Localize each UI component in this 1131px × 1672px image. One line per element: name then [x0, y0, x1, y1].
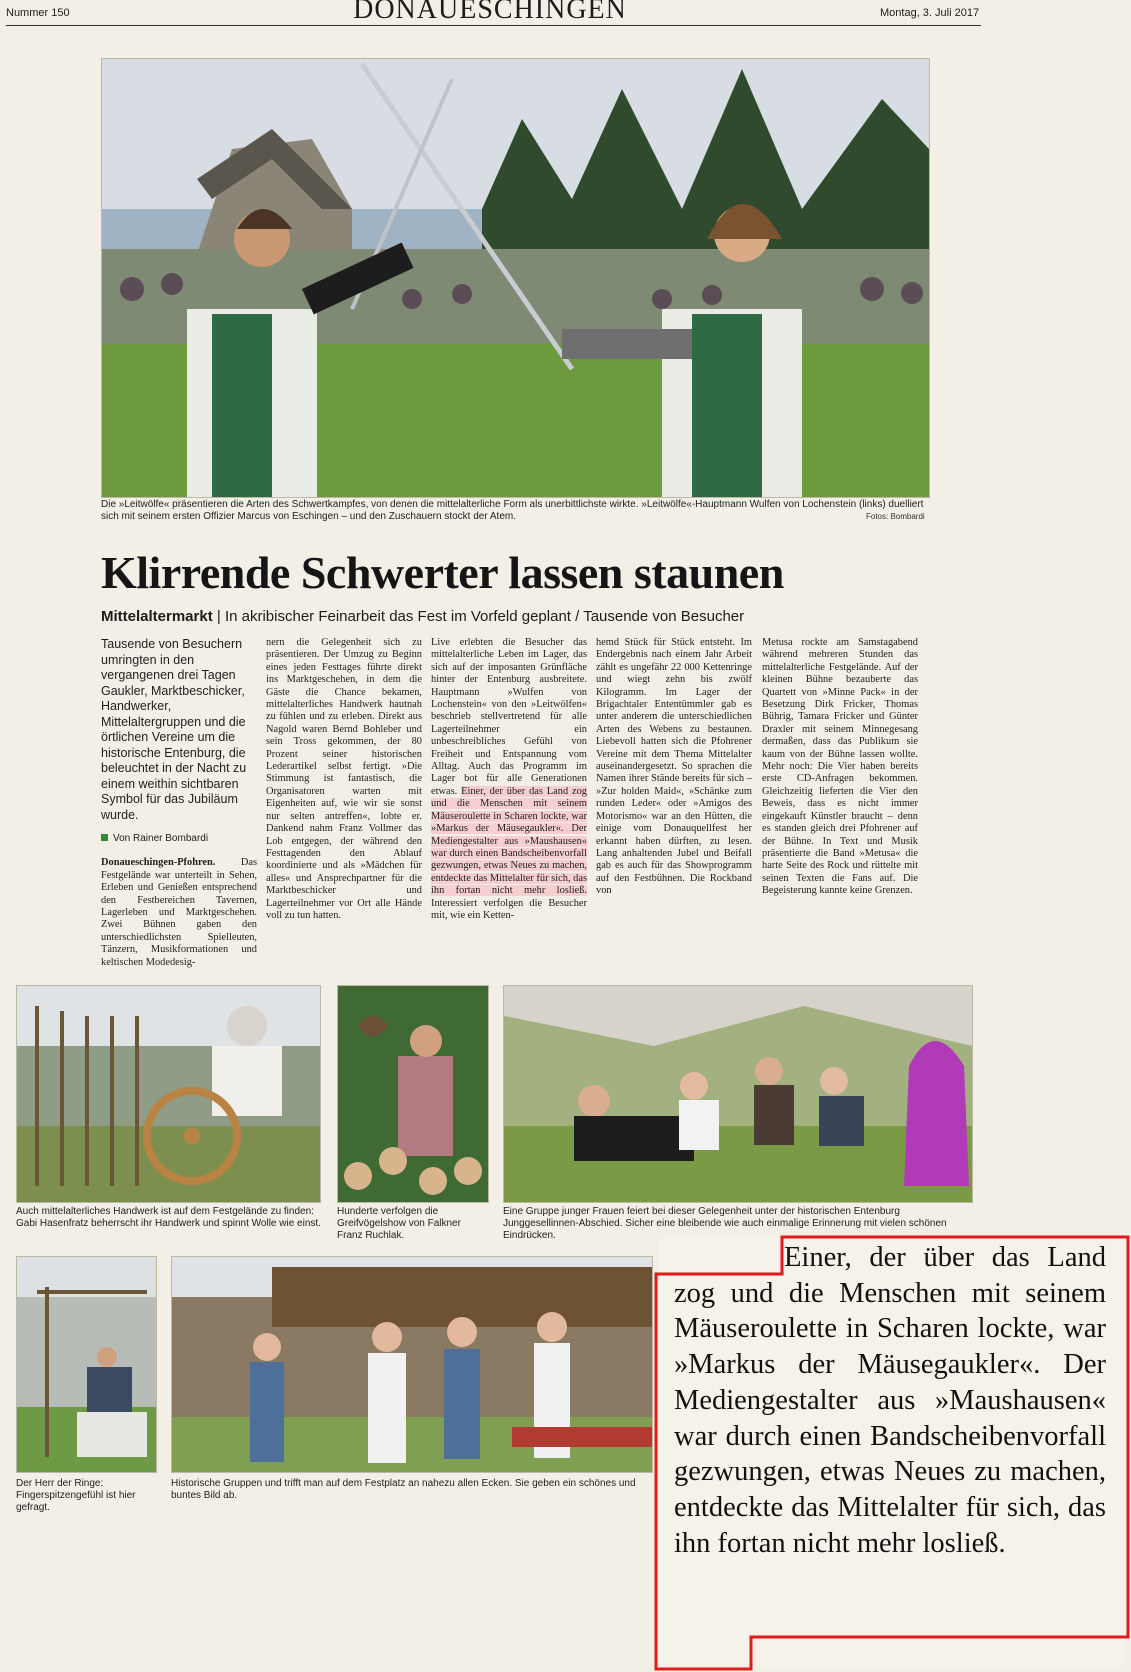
column-3-text-a: Live erlebten die Besucher das mittelalterliche Leben im Lager, das sich auf der imposanten Grünfläche hinter der Entenburg ausbreitete. Hauptmann »Wulfen von Lochenstein« von den »Leitwölfen« beschrieb stellvertretend für alle Lagerteilnehmer ein unbeschreibliches Gefühl von Freiheit und Entspannung vom Alltag. Auch das Programm im Lager bot für alle Generationen etwas.	[431, 637, 587, 797]
column-5-text: Metusa rockte am Samstagabend während mehreren Stunden das mittelalterliche Festgelände. Auf der kleinen Bühne bezauberte das Quartett von »Minne Pack« in der Besetzung Dirk Fricker, Thomas Bührig, Tamara Fricker und Günter Draxler mit seinem Minnegesang dermaßen, dass das Publikum sie kaum von der Bühne lassen wollte. Mehr noch: Die Vier haben bereits erste CD-Anfragen bekommen. Gleichzeitig lieferten die Vier den Beweis, dass es nicht immer eingekauft Künstler braucht – denn es standen gleich drei Pfohrener auf der Bühne. In Text und Musik präsentierte die Band »Metusa« die harte Seite des Rock und rüttelte mit seinen Texten die Fans auf. Die Begeisterung kannte keine Grenzen.	[762, 637, 918, 897]
subhead-separator: |	[216, 608, 225, 625]
caption-ring-riding: Der Herr der Ringe: Fingerspitzengefühl ist hier gefragt.	[16, 1478, 136, 1513]
section-title: DONAUESCHINGEN	[353, 0, 627, 25]
column-2-text: nern die Gelegenheit sich zu präsentieren. Der Umzug zu Beginn eines jeden Festtages führte direkt ins Marktgeschehen, in dem die Gäste die Chance bekamen, mittelalterliches Handwerk hautnah zu fühlen und zu erleben. Direkt aus Nagold waren Bernd Bohleber und sein Tross gekommen, der 80 Prozent seiner historischen Lederartikel selbst fertigt. »Die Stimmung ist fantastisch, die Organisatoren warten mit Eigenheiten auf, wie wir sie sonst nur selten antreffen«, lobte er. Dankend nahm Franz Vollmer das Lob entgegen, der während den Festtagenden den Ablauf koordinierte und als »Mädchen für alles« und Ansprechpartner für die Marktbeschicker und Lagerteilnehmer vor Ort alle Hände voll zu tun hatten.	[266, 637, 422, 921]
main-photo-caption: Die »Leitwölfe« präsentieren die Arten des Schwertkampfes, von denen die mittelalterliche Form als unerbittlichste wirkte. »Leitwölfe«-Hauptmann Wulfen von Lochenstein (links) duelliert sich mit seinem ersten Offizier Marcus von Eschingen – und den Zuschauern stockt der Atem.	[101, 499, 924, 522]
issue-number: Nummer 150	[6, 7, 70, 19]
byline: Von Rainer Bombardi	[101, 833, 257, 845]
caption-spinning-wheel: Auch mittelalterliches Handwerk ist auf dem Festgelände zu finden: Gabi Hasenfratz beherrscht ihr Handwerk und spinnt Wolle wie einst.	[16, 1206, 321, 1229]
caption-young-women: Eine Gruppe junger Frauen feiert bei dieser Gelegenheit unter der historischen Entenburg Junggesellinnen-Abschied. Sicher eine bleibende wie auch einmalige Erinnerung mit vielen schönen Eindrücken.	[503, 1206, 947, 1241]
subline: In akribischer Feinarbeit das Fest im Vorfeld geplant / Tausende von Besucher	[224, 608, 745, 625]
photo-credit: Fotos: Bombardi	[866, 512, 925, 521]
column-4-text: hemd Stück für Stück entsteht. Im Endergebnis nach einem Jahr Arbeit zählt es ungefähr 22 000 Kettenringe und wiegt zehn bis zwölf Kilogramm. Im Lager der Brigachtaler Ententümmler gab es unter anderem die unterschiedlichen Arten des Webens zu bestaunen. Liebevoll hatten sich die Pfohrener Vereine mit dem Thema Mittelalter auseinandergesetzt. So sprachen die Namen ihrer Stände bereits für sich – »Zur holden Maid«, »Schänke zum runden Leder« oder »Amigos des Motorismo« war an den Hütten, die einige vom Donauquellfest her erkannt haben dürften, zu lesen. Lang anhaltenden Jubel und Beifall gab es auch für das Showprogramm auf den Festbühnen. Die Rockband von	[596, 637, 752, 897]
issue-date: Montag, 3. Juli 2017	[880, 7, 980, 19]
zoom-text-body: Einer, der über das Land zog und die Menschen mit seinem Mäuseroulette in Scharen lockte, war »Markus der Mäusegaukler«. Der Mediengestalter aus »Maushausen« war durch einen Bandscheibenvorfall gezwungen, etwas Neues zu machen, entdeckte das Mittelalter für sich, das ihn fortan nicht mehr losließ.	[674, 1242, 1106, 1559]
article-lead: Tausende von Besuchern umringten in den vergangenen drei Tagen Gaukler, Marktbeschicker, Handwerker, Mittelaltergruppen und die örtlichen Vereine um die historische Entenburg, die beleuchtet in der Nacht zu einem weithin sichtbaren Symbol für das Jubiläum wurde.	[101, 637, 247, 822]
article-headline: Klirrende Schwerter lassen staunen	[101, 547, 784, 598]
column-1-text: Das Festgelände war unterteilt in Sehen, Erleben und Genießen entsprechend den Festbereichen Tavernen, Lagerleben und Marktgeschehen. Zwei Bühnen gaben den unterschiedlichsten Spielleuten, Tänzern, Musikformationen und keltischen Modedesig-	[101, 857, 257, 968]
dateline: Donaueschingen-Pfohren.	[101, 857, 216, 869]
caption-falconer: Hunderte verfolgen die Greifvögelshow von Falkner Franz Ruchlak.	[337, 1206, 461, 1241]
kicker: Mittelaltermarkt	[101, 608, 213, 625]
zoom-callout-text	[674, 1240, 1106, 1561]
highlighted-passage: Einer, der über das Land zog und die Menschen mit seinem Mäuseroulette in Scharen lockte, war »Markus der Mäusegaukler«. Der Mediengestalter aus »Maushausen« war durch einen Bandscheibenvorfall gezwungen, etwas Neues zu machen, entdeckte das Mittelalter für sich, das ihn fortan nicht mehr losließ.	[431, 785, 587, 897]
column-3-text-b: Interessiert verfolgen die Besucher mit, wie ein Ketten-	[431, 897, 587, 921]
caption-historic-groups: Historische Gruppen und trifft man auf dem Festplatz an nahezu allen Ecken. Sie geben ein schönes und buntes Bild ab.	[171, 1478, 636, 1501]
